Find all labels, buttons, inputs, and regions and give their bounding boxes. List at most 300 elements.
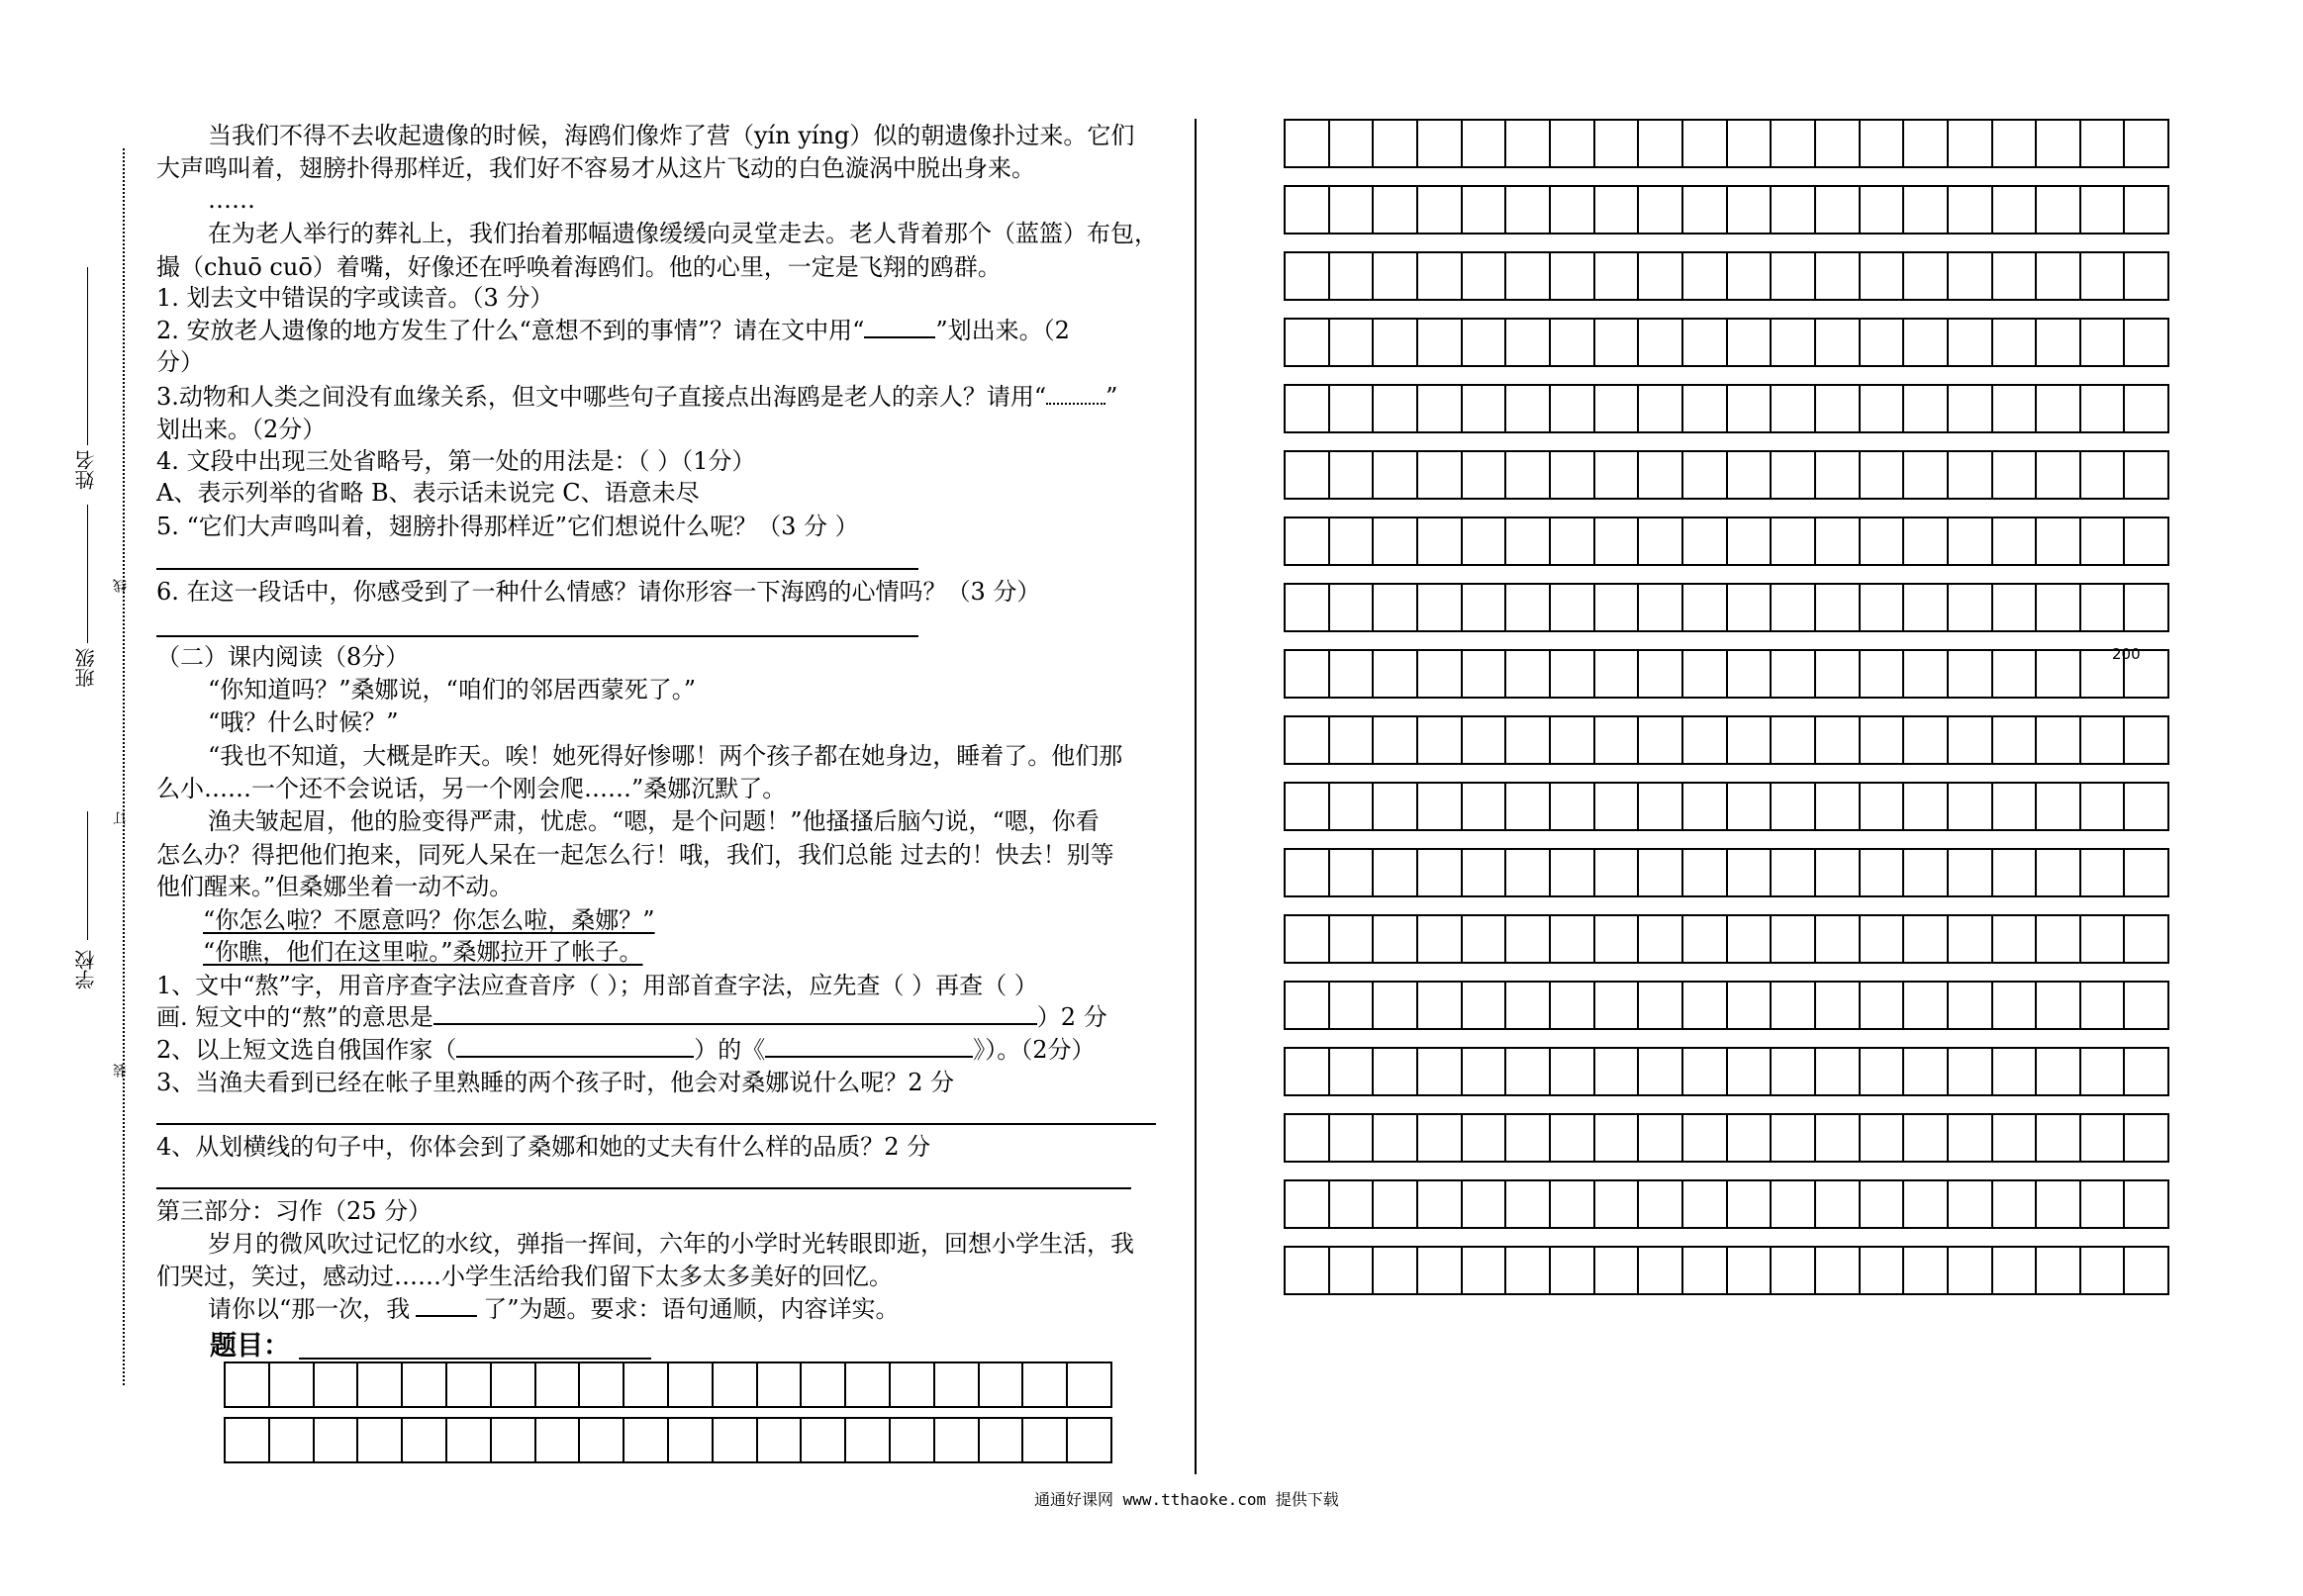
grid-cell[interactable] <box>1728 585 1773 630</box>
grid-cell[interactable] <box>1418 386 1463 431</box>
grid-cell[interactable] <box>1506 518 1551 564</box>
grid-cell[interactable] <box>2125 850 2167 895</box>
grid-cell[interactable] <box>1904 1181 1949 1227</box>
grid-cell[interactable] <box>1286 452 1330 498</box>
grid-cell[interactable] <box>1816 386 1861 431</box>
grid-cell[interactable] <box>1551 320 1595 365</box>
grid-cell[interactable] <box>1993 850 2038 895</box>
grid-cell[interactable] <box>1728 850 1773 895</box>
grid-cell[interactable] <box>358 1419 403 1461</box>
grid-cell[interactable] <box>536 1363 581 1406</box>
grid-cell[interactable] <box>2081 916 2126 962</box>
grid-cell[interactable] <box>1904 585 1949 630</box>
grid-cell[interactable] <box>1595 585 1640 630</box>
grid-cell[interactable] <box>1772 187 1816 233</box>
grid-cell[interactable] <box>1904 916 1949 962</box>
grid-cell[interactable] <box>1728 916 1773 962</box>
grid-cell[interactable] <box>1728 386 1773 431</box>
grid-cell[interactable] <box>1418 717 1463 763</box>
grid-cell[interactable] <box>1418 320 1463 365</box>
grid-cell[interactable] <box>1816 717 1861 763</box>
grid-cell[interactable] <box>2037 386 2081 431</box>
grid-cell[interactable] <box>2037 850 2081 895</box>
grid-cell[interactable] <box>1506 452 1551 498</box>
grid-cell[interactable] <box>315 1419 359 1461</box>
grid-cell[interactable] <box>1330 983 1375 1028</box>
grid-cell[interactable] <box>1068 1419 1110 1461</box>
grid-cell[interactable] <box>1418 1115 1463 1161</box>
grid-cell[interactable] <box>2037 983 2081 1028</box>
grid-cell[interactable] <box>1772 585 1816 630</box>
grid-cell[interactable] <box>1639 1181 1683 1227</box>
grid-cell[interactable] <box>935 1363 980 1406</box>
grid-cell[interactable] <box>492 1419 536 1461</box>
grid-cell[interactable] <box>1330 784 1375 829</box>
grid-cell[interactable] <box>1683 121 1728 166</box>
grid-cell[interactable] <box>1330 320 1375 365</box>
grid-cell[interactable] <box>1949 320 1993 365</box>
grid-cell[interactable] <box>1463 717 1507 763</box>
grid-cell[interactable] <box>1286 320 1330 365</box>
grid-cell[interactable] <box>2125 253 2167 299</box>
grid-cell[interactable] <box>1374 187 1418 233</box>
grid-cell[interactable] <box>1595 1181 1640 1227</box>
grid-cell[interactable] <box>1949 187 1993 233</box>
grid-cell[interactable] <box>1506 386 1551 431</box>
grid-cell[interactable] <box>1904 717 1949 763</box>
grid-cell[interactable] <box>1949 916 1993 962</box>
grid-cell[interactable] <box>1374 651 1418 697</box>
grid-cell[interactable] <box>1330 1049 1375 1094</box>
grid-cell[interactable] <box>2037 518 2081 564</box>
grid-cell[interactable] <box>2125 518 2167 564</box>
grid-cell[interactable] <box>1595 1049 1640 1094</box>
grid-cell[interactable] <box>1463 916 1507 962</box>
grid-cell[interactable] <box>1772 1115 1816 1161</box>
grid-cell[interactable] <box>1639 518 1683 564</box>
title-fill-blank[interactable] <box>416 1315 477 1317</box>
grid-cell[interactable] <box>1330 1181 1375 1227</box>
grid-cell[interactable] <box>1463 850 1507 895</box>
grid-cell[interactable] <box>1023 1363 1068 1406</box>
grid-cell[interactable] <box>492 1363 536 1406</box>
grid-row[interactable] <box>1284 649 2169 699</box>
grid-cell[interactable] <box>1374 253 1418 299</box>
grid-cell[interactable] <box>1728 452 1773 498</box>
grid-cell[interactable] <box>1330 850 1375 895</box>
grid-cell[interactable] <box>1595 386 1640 431</box>
grid-cell[interactable] <box>2125 452 2167 498</box>
grid-cell[interactable] <box>1595 452 1640 498</box>
grid-cell[interactable] <box>1330 187 1375 233</box>
grid-cell[interactable] <box>1330 386 1375 431</box>
grid-cell[interactable] <box>980 1419 1024 1461</box>
grid-cell[interactable] <box>1816 452 1861 498</box>
grid-cell[interactable] <box>1595 121 1640 166</box>
grid-cell[interactable] <box>1595 717 1640 763</box>
grid-cell[interactable] <box>1904 121 1949 166</box>
grid-cell[interactable] <box>2037 187 2081 233</box>
grid-cell[interactable] <box>2125 121 2167 166</box>
grid-cell[interactable] <box>2081 717 2126 763</box>
grid-cell[interactable] <box>1330 916 1375 962</box>
grid-cell[interactable] <box>2125 983 2167 1028</box>
grid-cell[interactable] <box>2081 518 2126 564</box>
grid-cell[interactable] <box>270 1363 315 1406</box>
grid-cell[interactable] <box>1463 983 1507 1028</box>
grid-cell[interactable] <box>2037 452 2081 498</box>
grid-cell[interactable] <box>1506 1115 1551 1161</box>
grid-cell[interactable] <box>1506 850 1551 895</box>
grid-cell[interactable] <box>891 1419 935 1461</box>
grid-cell[interactable] <box>1728 717 1773 763</box>
grid-cell[interactable] <box>1772 983 1816 1028</box>
grid-cell[interactable] <box>1551 784 1595 829</box>
grid-cell[interactable] <box>1551 452 1595 498</box>
grid-cell[interactable] <box>1993 1115 2038 1161</box>
grid-cell[interactable] <box>669 1419 714 1461</box>
grid-cell[interactable] <box>1506 187 1551 233</box>
grid-cell[interactable] <box>1904 850 1949 895</box>
grid-cell[interactable] <box>1418 452 1463 498</box>
grid-cell[interactable] <box>580 1363 624 1406</box>
answer-line-s2q4[interactable] <box>156 1187 1131 1189</box>
grid-cell[interactable] <box>624 1363 669 1406</box>
grid-cell[interactable] <box>1728 1049 1773 1094</box>
grid-cell[interactable] <box>1639 717 1683 763</box>
grid-cell[interactable] <box>1639 651 1683 697</box>
grid-cell[interactable] <box>1904 1049 1949 1094</box>
grid-cell[interactable] <box>2037 651 2081 697</box>
meaning-answer-blank[interactable] <box>433 1023 1037 1025</box>
grid-cell[interactable] <box>2125 585 2167 630</box>
grid-cell[interactable] <box>1463 1049 1507 1094</box>
grid-cell[interactable] <box>1861 983 1905 1028</box>
grid-cell[interactable] <box>1639 253 1683 299</box>
grid-cell[interactable] <box>1993 452 2038 498</box>
grid-cell[interactable] <box>1418 253 1463 299</box>
grid-cell[interactable] <box>1728 1115 1773 1161</box>
grid-cell[interactable] <box>1683 386 1728 431</box>
grid-cell[interactable] <box>1418 1248 1463 1293</box>
grid-cell[interactable] <box>1683 187 1728 233</box>
grid-cell[interactable] <box>714 1419 758 1461</box>
grid-cell[interactable] <box>1506 121 1551 166</box>
grid-cell[interactable] <box>1330 452 1375 498</box>
grid-cell[interactable] <box>1286 253 1330 299</box>
grid-cell[interactable] <box>1330 253 1375 299</box>
grid-cell[interactable] <box>2081 1115 2126 1161</box>
grid-cell[interactable] <box>1816 121 1861 166</box>
grid-cell[interactable] <box>1374 452 1418 498</box>
grid-cell[interactable] <box>1861 1049 1905 1094</box>
grid-cell[interactable] <box>2125 1181 2167 1227</box>
grid-cell[interactable] <box>1772 717 1816 763</box>
grid-cell[interactable] <box>1772 784 1816 829</box>
grid-cell[interactable] <box>1683 320 1728 365</box>
grid-cell[interactable] <box>1949 651 1993 697</box>
grid-cell[interactable] <box>1861 320 1905 365</box>
grid-cell[interactable] <box>1816 1181 1861 1227</box>
grid-cell[interactable] <box>403 1419 447 1461</box>
grid-cell[interactable] <box>1463 253 1507 299</box>
grid-cell[interactable] <box>1949 253 1993 299</box>
grid-row[interactable] <box>1284 782 2169 831</box>
grid-cell[interactable] <box>1463 585 1507 630</box>
grid-cell[interactable] <box>1772 1049 1816 1094</box>
grid-cell[interactable] <box>1772 850 1816 895</box>
grid-cell[interactable] <box>1683 1049 1728 1094</box>
grid-cell[interactable] <box>1551 1248 1595 1293</box>
grid-cell[interactable] <box>1286 1115 1330 1161</box>
grid-row[interactable] <box>1284 119 2169 168</box>
grid-cell[interactable] <box>2081 187 2126 233</box>
grid-cell[interactable] <box>1286 121 1330 166</box>
grid-cell[interactable] <box>1861 452 1905 498</box>
grid-cell[interactable] <box>2037 1049 2081 1094</box>
grid-cell[interactable] <box>1418 983 1463 1028</box>
grid-cell[interactable] <box>226 1363 270 1406</box>
grid-cell[interactable] <box>1639 916 1683 962</box>
grid-cell[interactable] <box>1904 452 1949 498</box>
grid-cell[interactable] <box>1949 717 1993 763</box>
grid-cell[interactable] <box>1772 320 1816 365</box>
grid-cell[interactable] <box>1861 386 1905 431</box>
grid-cell[interactable] <box>1551 518 1595 564</box>
grid-cell[interactable] <box>1068 1363 1110 1406</box>
grid-cell[interactable] <box>1506 1248 1551 1293</box>
grid-cell[interactable] <box>1861 651 1905 697</box>
grid-cell[interactable] <box>846 1363 891 1406</box>
grid-cell[interactable] <box>1595 916 1640 962</box>
grid-cell[interactable] <box>1683 585 1728 630</box>
grid-cell[interactable] <box>1639 585 1683 630</box>
grid-cell[interactable] <box>2081 850 2126 895</box>
grid-cell[interactable] <box>1683 717 1728 763</box>
grid-cell[interactable] <box>1639 850 1683 895</box>
grid-cell[interactable] <box>1861 850 1905 895</box>
grid-cell[interactable] <box>1551 187 1595 233</box>
grid-cell[interactable] <box>1374 1248 1418 1293</box>
grid-cell[interactable] <box>1816 1248 1861 1293</box>
grid-cell[interactable] <box>2125 717 2167 763</box>
grid-cell[interactable] <box>1993 916 2038 962</box>
grid-cell[interactable] <box>1374 1049 1418 1094</box>
grid-row[interactable] <box>1284 981 2169 1030</box>
grid-cell[interactable] <box>1418 651 1463 697</box>
grid-cell[interactable] <box>1418 850 1463 895</box>
grid-cell[interactable] <box>2081 585 2126 630</box>
grid-cell[interactable] <box>1728 518 1773 564</box>
grid-cell[interactable] <box>1595 187 1640 233</box>
grid-cell[interactable] <box>1816 1115 1861 1161</box>
grid-cell[interactable] <box>802 1363 846 1406</box>
grid-cell[interactable] <box>2081 253 2126 299</box>
grid-cell[interactable] <box>2125 1248 2167 1293</box>
grid-cell[interactable] <box>1374 916 1418 962</box>
grid-cell[interactable] <box>403 1363 447 1406</box>
grid-cell[interactable] <box>1506 253 1551 299</box>
grid-row[interactable] <box>224 1417 1112 1463</box>
grid-cell[interactable] <box>1374 386 1418 431</box>
grid-cell[interactable] <box>1286 717 1330 763</box>
grid-cell[interactable] <box>2037 1248 2081 1293</box>
grid-cell[interactable] <box>1463 784 1507 829</box>
grid-cell[interactable] <box>1993 1248 2038 1293</box>
grid-cell[interactable] <box>1993 187 2038 233</box>
grid-cell[interactable] <box>1816 1049 1861 1094</box>
grid-cell[interactable] <box>1418 784 1463 829</box>
grid-cell[interactable] <box>2125 1049 2167 1094</box>
grid-cell[interactable] <box>358 1363 403 1406</box>
grid-cell[interactable] <box>1861 1248 1905 1293</box>
grid-cell[interactable] <box>1639 983 1683 1028</box>
grid-cell[interactable] <box>1330 1115 1375 1161</box>
grid-cell[interactable] <box>2125 1115 2167 1161</box>
grid-cell[interactable] <box>1861 717 1905 763</box>
grid-cell[interactable] <box>536 1419 581 1461</box>
grid-cell[interactable] <box>1949 585 1993 630</box>
grid-cell[interactable] <box>1330 717 1375 763</box>
grid-cell[interactable] <box>2081 121 2126 166</box>
grid-cell[interactable] <box>1551 983 1595 1028</box>
grid-cell[interactable] <box>1772 1248 1816 1293</box>
grid-cell[interactable] <box>1949 850 1993 895</box>
grid-cell[interactable] <box>1463 518 1507 564</box>
grid-cell[interactable] <box>1639 784 1683 829</box>
grid-cell[interactable] <box>1993 585 2038 630</box>
grid-cell[interactable] <box>1949 452 1993 498</box>
grid-cell[interactable] <box>1286 651 1330 697</box>
grid-cell[interactable] <box>1728 253 1773 299</box>
grid-cell[interactable] <box>1286 585 1330 630</box>
grid-row[interactable] <box>1284 450 2169 500</box>
grid-cell[interactable] <box>1595 518 1640 564</box>
grid-cell[interactable] <box>2081 452 2126 498</box>
grid-cell[interactable] <box>714 1363 758 1406</box>
grid-cell[interactable] <box>1728 1248 1773 1293</box>
grid-cell[interactable] <box>1418 1049 1463 1094</box>
grid-cell[interactable] <box>1728 651 1773 697</box>
grid-cell[interactable] <box>2081 1049 2126 1094</box>
grid-cell[interactable] <box>1861 1115 1905 1161</box>
grid-cell[interactable] <box>1374 518 1418 564</box>
grid-cell[interactable] <box>1463 1181 1507 1227</box>
grid-cell[interactable] <box>1816 518 1861 564</box>
grid-cell[interactable] <box>1330 651 1375 697</box>
grid-row[interactable] <box>1284 1113 2169 1163</box>
grid-cell[interactable] <box>1506 1181 1551 1227</box>
grid-cell[interactable] <box>1595 1115 1640 1161</box>
grid-cell[interactable] <box>1374 585 1418 630</box>
answer-line-q5[interactable] <box>156 568 918 570</box>
grid-cell[interactable] <box>1595 784 1640 829</box>
grid-cell[interactable] <box>1683 983 1728 1028</box>
grid-cell[interactable] <box>1993 717 2038 763</box>
grid-cell[interactable] <box>1904 518 1949 564</box>
grid-cell[interactable] <box>1506 916 1551 962</box>
grid-cell[interactable] <box>1639 1115 1683 1161</box>
grid-cell[interactable] <box>1330 121 1375 166</box>
grid-cell[interactable] <box>891 1363 935 1406</box>
grid-cell[interactable] <box>2037 121 2081 166</box>
grid-cell[interactable] <box>2081 784 2126 829</box>
grid-cell[interactable] <box>270 1419 315 1461</box>
grid-cell[interactable] <box>935 1419 980 1461</box>
grid-cell[interactable] <box>2037 784 2081 829</box>
grid-cell[interactable] <box>2037 253 2081 299</box>
grid-cell[interactable] <box>1595 320 1640 365</box>
grid-cell[interactable] <box>1551 1049 1595 1094</box>
grid-cell[interactable] <box>1506 784 1551 829</box>
grid-cell[interactable] <box>1286 386 1330 431</box>
grid-cell[interactable] <box>1286 1049 1330 1094</box>
grid-cell[interactable] <box>1993 651 2038 697</box>
grid-cell[interactable] <box>580 1419 624 1461</box>
grid-cell[interactable] <box>1993 121 2038 166</box>
grid-cell[interactable] <box>1463 187 1507 233</box>
grid-cell[interactable] <box>1463 320 1507 365</box>
grid-cell[interactable] <box>1949 121 1993 166</box>
grid-cell[interactable] <box>1506 1049 1551 1094</box>
grid-cell[interactable] <box>1551 253 1595 299</box>
grid-cell[interactable] <box>1463 651 1507 697</box>
grid-cell[interactable] <box>1639 452 1683 498</box>
book-answer-blank[interactable] <box>765 1056 973 1058</box>
grid-cell[interactable] <box>1595 1248 1640 1293</box>
grid-cell[interactable] <box>1816 253 1861 299</box>
grid-row[interactable] <box>224 1361 1112 1408</box>
grid-cell[interactable] <box>2125 386 2167 431</box>
grid-cell[interactable] <box>980 1363 1024 1406</box>
grid-cell[interactable] <box>1374 983 1418 1028</box>
grid-row[interactable] <box>1284 583 2169 632</box>
grid-cell[interactable] <box>226 1419 270 1461</box>
grid-cell[interactable] <box>1463 452 1507 498</box>
grid-cell[interactable] <box>1418 121 1463 166</box>
grid-cell[interactable] <box>1683 784 1728 829</box>
grid-cell[interactable] <box>315 1363 359 1406</box>
grid-cell[interactable] <box>1639 386 1683 431</box>
grid-cell[interactable] <box>1949 386 1993 431</box>
grid-cell[interactable] <box>1418 585 1463 630</box>
grid-cell[interactable] <box>1551 651 1595 697</box>
grid-cell[interactable] <box>1551 386 1595 431</box>
grid-cell[interactable] <box>1949 1181 1993 1227</box>
grid-cell[interactable] <box>1861 253 1905 299</box>
grid-cell[interactable] <box>1683 651 1728 697</box>
grid-row[interactable] <box>1284 848 2169 897</box>
grid-cell[interactable] <box>1286 1181 1330 1227</box>
grid-cell[interactable] <box>1816 187 1861 233</box>
grid-row[interactable] <box>1284 516 2169 566</box>
grid-cell[interactable] <box>1506 651 1551 697</box>
grid-cell[interactable] <box>1551 1181 1595 1227</box>
grid-cell[interactable] <box>1949 1049 1993 1094</box>
grid-row[interactable] <box>1284 715 2169 765</box>
grid-cell[interactable] <box>1551 916 1595 962</box>
grid-cell[interactable] <box>1772 916 1816 962</box>
grid-cell[interactable] <box>1286 518 1330 564</box>
grid-cell[interactable] <box>1506 983 1551 1028</box>
grid-row[interactable] <box>1284 251 2169 301</box>
grid-cell[interactable] <box>1595 850 1640 895</box>
grid-cell[interactable] <box>1728 784 1773 829</box>
grid-cell[interactable] <box>1772 386 1816 431</box>
grid-cell[interactable] <box>1772 1181 1816 1227</box>
grid-cell[interactable] <box>1861 121 1905 166</box>
grid-cell[interactable] <box>1816 916 1861 962</box>
